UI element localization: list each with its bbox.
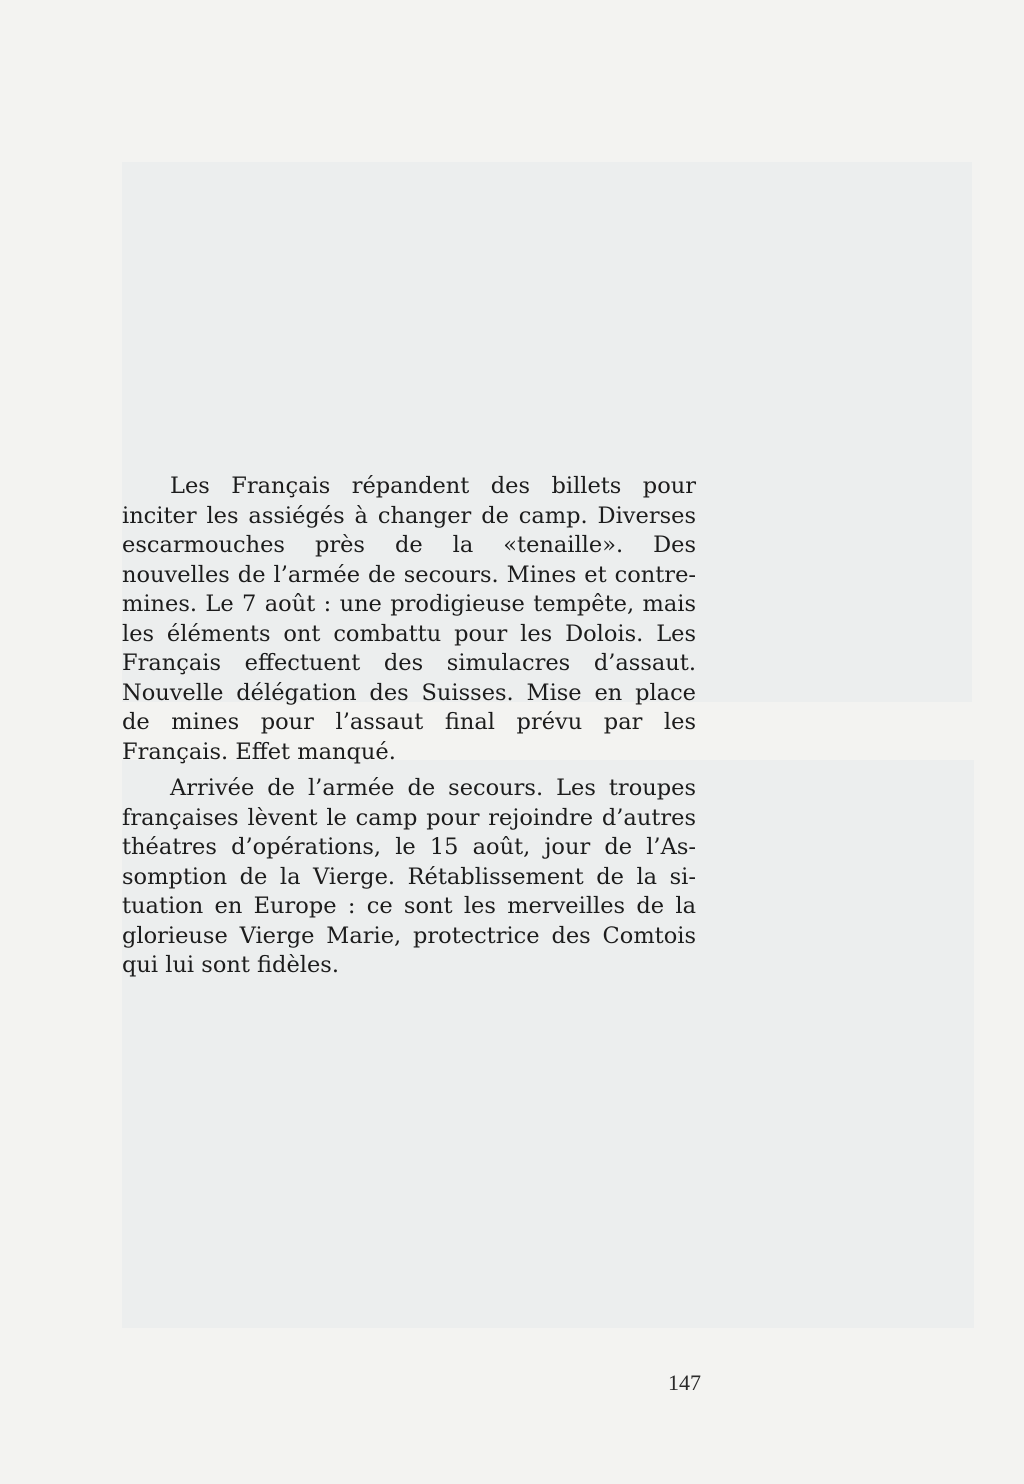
paragraph-2: Arrivée de l’armée de secours. Les troupes françaises lèvent le camp pour rejoindre d’autres théatres d’opérations, le 15 août, jour de l’Assomption de la Vierge. Rétablissement de la situation en Europe : ce sont les merveilles de la glorieuse Vierge Marie, protectrice des Comtois qui lui sont fidèles.: [122, 775, 696, 978]
page-number: 147: [668, 1370, 701, 1395]
paragraph-1: Les Français répandent des billets pour inciter les assiégés à changer de camp. Diverses escarmouches près de la «tenaille». Des nouvelles de l’armée de secours. Mines et contre-mines. Le 7 août : une prodigieuse tempête, mais les éléments ont combattu pour les Dolois. Les Français effectuent des simulacres d’assaut. Nouvelle délégation des Suisses. Mise en place de mines pour l’assaut final prévu par les Français. Effet manqué.: [122, 473, 696, 765]
body-text: [122, 472, 696, 981]
